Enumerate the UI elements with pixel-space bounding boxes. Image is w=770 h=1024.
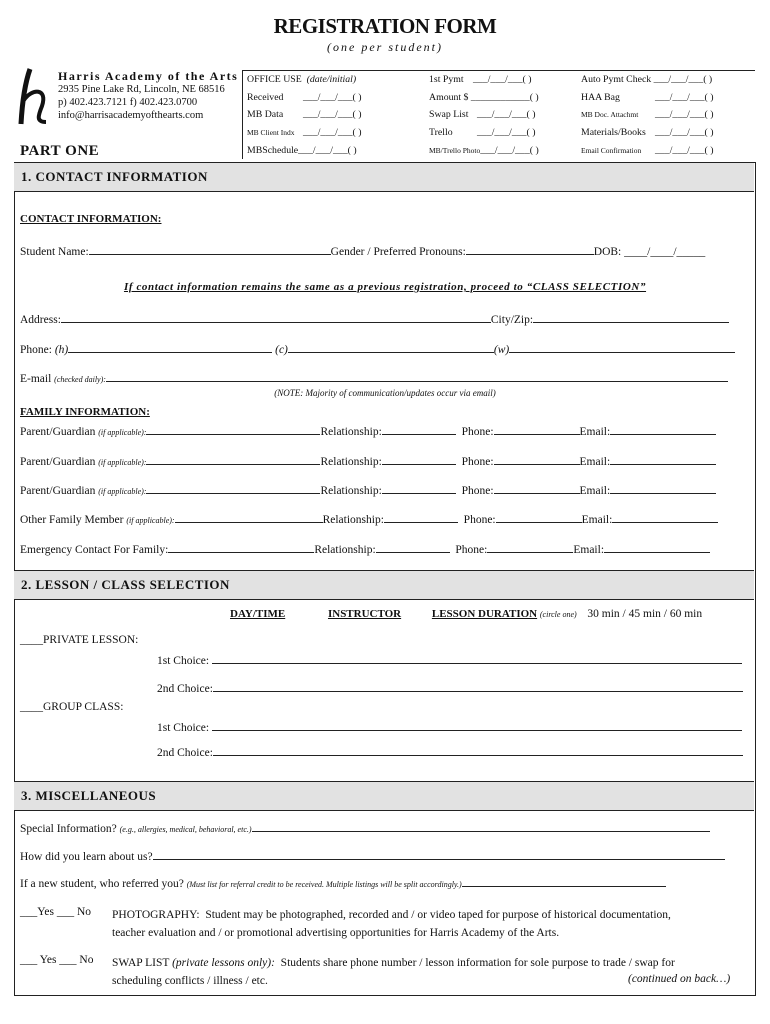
office-mb-schedule: MBSchedule___/___/___( ) (247, 145, 357, 156)
form-title: REGISTRATION FORM (273, 14, 497, 38)
phone-home-field[interactable] (68, 341, 272, 353)
office-auto-pymt: Auto Pymt Check ___/___/___( ) (581, 74, 713, 85)
family-name-field[interactable] (146, 482, 320, 494)
family-name-field[interactable] (175, 511, 323, 523)
office-haa-bag: HAA Bag ___/___/___( ) (581, 92, 714, 103)
how-learn-row: How did you learn about us? (20, 848, 725, 863)
office-received: Received ___/___/___( ) (247, 92, 362, 103)
office-1st-pymt: 1st Pymt ___/___/___( ) (429, 74, 532, 85)
family-row: Parent/Guardian (if applicable): Relationship: Phone: Email: (20, 423, 716, 438)
relationship-field[interactable] (382, 423, 456, 435)
family-phone-field[interactable] (496, 511, 582, 523)
office-swap-list: Swap List ___/___/___( ) (429, 109, 536, 120)
section2-bar: 2. LESSON / CLASS SELECTION (14, 570, 754, 600)
org-address: 2935 Pine Lake Rd, Lincoln, NE 68516 (58, 84, 225, 95)
office-mb-doc: MB Doc. Attachmt ___/___/___( ) (581, 109, 714, 120)
office-mb-data: MB Data ___/___/___( ) (247, 109, 362, 120)
special-info-field[interactable] (252, 820, 710, 832)
group-class-label[interactable]: ____GROUP CLASS: (20, 701, 124, 713)
private-lesson-label[interactable]: ____PRIVATE LESSON: (20, 634, 139, 646)
same-contact-note: If contact information remains the same as a previous registration, proceed to “CLASS SELECTION” (123, 281, 647, 293)
office-email-confirmation: Email Confirmation ___/___/___( ) (581, 145, 714, 156)
family-email-field[interactable] (610, 423, 716, 435)
email-row: E-mail (checked daily): (20, 370, 728, 385)
photo-consent-text: PHOTOGRAPHY: Student may be photographed, recorded and / or video taped for purpose of historical documentation, teacher evaluation and / or promotional advertising opportunities for Harris Academy of the Arts. (112, 909, 671, 939)
student-name-field[interactable] (89, 243, 331, 255)
photo-consent-yes-no[interactable]: ___Yes ___ No (20, 906, 92, 918)
student-name-row: Student Name: Gender / Preferred Pronouns: DOB: ____/____/_____ (20, 243, 705, 258)
private-choice-2-field[interactable] (213, 680, 743, 692)
office-mb-client-indx: MB Client Indx ___/___/___( ) (247, 127, 362, 138)
dob-field[interactable]: ____/____/_____ (624, 246, 706, 258)
part-one-label: PART ONE (20, 143, 100, 159)
office-use-heading: OFFICE USE (date/initial) (247, 74, 357, 85)
relationship-field[interactable] (382, 453, 456, 465)
address-field[interactable] (61, 311, 491, 323)
phone-row: Phone: (h) (c) (w) (20, 341, 735, 356)
organization-info (58, 70, 238, 122)
referred-field[interactable] (462, 875, 666, 887)
family-phone-field[interactable] (494, 423, 580, 435)
email-communication-note: (NOTE: Majority of communication/updates occur via email) (274, 388, 496, 398)
city-zip-field[interactable] (533, 311, 729, 323)
relationship-field[interactable] (382, 482, 456, 494)
email-field[interactable] (106, 370, 728, 382)
harris-logo-icon (18, 66, 52, 126)
private-choice-1-field[interactable] (212, 652, 742, 664)
section1-bar: 1. CONTACT INFORMATION (14, 162, 754, 192)
private-choice-2: 2nd Choice: (157, 680, 743, 695)
group-choice-2: 2nd Choice: (157, 744, 743, 759)
how-learn-field[interactable] (153, 848, 725, 860)
lesson-columns: DAY/TIME INSTRUCTOR LESSON DURATION (circle one) 30 min / 45 min / 60 min (230, 608, 703, 620)
form-subtitle: (one per student) (327, 40, 443, 54)
family-phone-field[interactable] (494, 453, 580, 465)
section3-bar: 3. MISCELLANEOUS (14, 781, 754, 811)
office-use-box (242, 70, 755, 159)
org-name: Harris Academy of the Arts (58, 69, 239, 83)
office-trello-photo: MB/Trello Photo___/___/___( ) (429, 145, 539, 156)
family-row: Parent/Guardian (if applicable): Relationship: Phone: Email: (20, 453, 716, 468)
org-phone-fax: p) 402.423.7121 f) 402.423.0700 (58, 97, 198, 108)
family-phone-field[interactable] (487, 541, 573, 553)
gender-field[interactable] (466, 243, 594, 255)
phone-work-field[interactable] (509, 341, 735, 353)
relationship-field[interactable] (384, 511, 458, 523)
family-row: Other Family Member (if applicable): Relationship: Phone: Email: (20, 511, 718, 526)
family-phone-field[interactable] (494, 482, 580, 494)
family-info-heading: FAMILY INFORMATION: (20, 406, 150, 418)
family-email-field[interactable] (604, 541, 710, 553)
office-amount: Amount $ ____________( ) (429, 92, 539, 103)
relationship-field[interactable] (376, 541, 450, 553)
org-email: info@harrisacademyofthearts.com (58, 110, 204, 121)
family-name-field[interactable] (146, 423, 320, 435)
office-materials: Materials/Books ___/___/___( ) (581, 127, 714, 138)
family-row: Emergency Contact For Family: Relationship: Phone: Email: (20, 541, 710, 556)
swap-list-text: SWAP LIST (private lessons only): Students share phone number / lesson information for sole purpose to trade / swap for scheduling conflicts / illness / etc. (112, 957, 675, 987)
family-row: Parent/Guardian (if applicable): Relationship: Phone: Email: (20, 482, 716, 497)
contact-info-heading: CONTACT INFORMATION: (20, 213, 162, 225)
group-choice-1: 1st Choice: (157, 719, 742, 734)
private-choice-1: 1st Choice: (157, 652, 742, 667)
family-email-field[interactable] (610, 453, 716, 465)
group-choice-1-field[interactable] (212, 719, 742, 731)
phone-cell-field[interactable] (288, 341, 494, 353)
continued-note: (continued on back…) (628, 973, 731, 985)
group-choice-2-field[interactable] (213, 744, 743, 756)
swap-list-yes-no[interactable]: ___ Yes ___ No (20, 954, 94, 966)
family-email-field[interactable] (610, 482, 716, 494)
address-row: Address: City/Zip: (20, 311, 729, 326)
special-info-row: Special Information? (e.g., allergies, medical, behavioral, etc.) (20, 820, 710, 835)
referred-row: If a new student, who referred you? (Must list for referral credit to be received. Multiple listings will be split accordingly.) (20, 875, 666, 890)
family-name-field[interactable] (168, 541, 314, 553)
family-email-field[interactable] (612, 511, 718, 523)
duration-options[interactable]: 30 min / 45 min / 60 min (587, 608, 703, 620)
family-name-field[interactable] (146, 453, 320, 465)
office-trello: Trello ___/___/___( ) (429, 127, 536, 138)
